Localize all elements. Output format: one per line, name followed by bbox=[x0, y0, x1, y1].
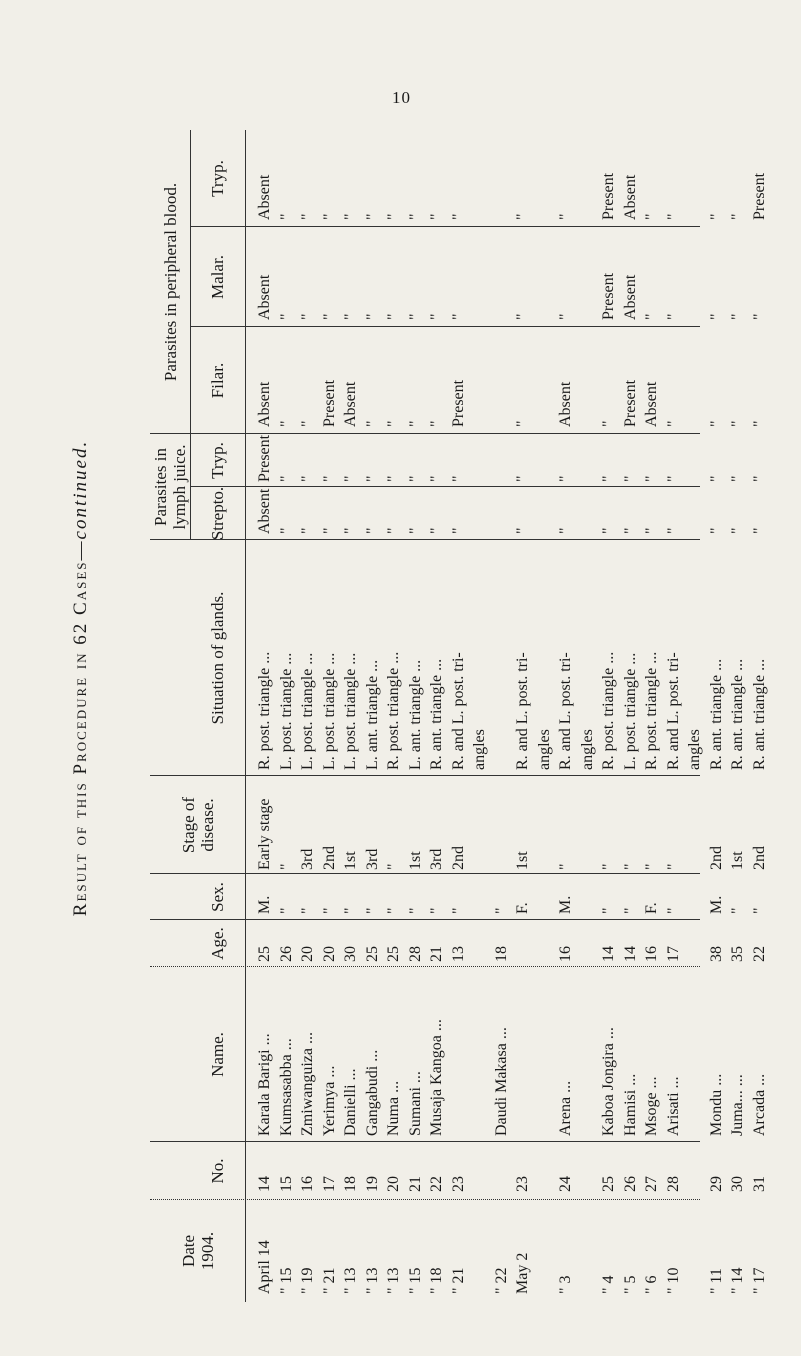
header-blood-tryp: Tryp. bbox=[207, 160, 227, 197]
cell-tryp-blood: " bbox=[557, 213, 574, 220]
cell-strepto: " bbox=[299, 527, 316, 534]
cell-filar: Absent bbox=[557, 381, 574, 427]
cell-sex: M. bbox=[256, 895, 273, 914]
cell-tryp-blood: " bbox=[729, 213, 746, 220]
cell-filar: " bbox=[363, 420, 381, 427]
cell-sex: " bbox=[406, 907, 424, 914]
cell-strepto: " bbox=[406, 527, 424, 534]
cell-filar: " bbox=[299, 420, 316, 427]
cell-date: " 22 bbox=[492, 1267, 510, 1294]
cell-date: " 10 bbox=[664, 1267, 682, 1294]
cell-name bbox=[448, 971, 470, 1136]
cell-tryp-blood: " bbox=[385, 213, 402, 220]
cell-age: 38 bbox=[707, 946, 725, 962]
cell-stage: 2nd bbox=[320, 846, 338, 870]
cell-stage: 1st bbox=[514, 851, 531, 870]
cell-situation: R. ant. triangle ... bbox=[428, 658, 445, 770]
cell-filar: " bbox=[664, 420, 682, 427]
cell-stage: Early stage bbox=[256, 798, 273, 870]
cell-tryp-lymph: " bbox=[406, 475, 424, 482]
cell-situation bbox=[491, 542, 513, 770]
header-lymph-group-label: Parasites in lymph juice. bbox=[151, 444, 189, 530]
cell-date: " 13 bbox=[342, 1267, 359, 1294]
cell-stage: " bbox=[643, 863, 660, 870]
page-number: 10 bbox=[392, 88, 411, 107]
header-lymph-tryp: Tryp. bbox=[207, 442, 227, 479]
cell-sex: " bbox=[363, 907, 381, 914]
header-blood-filar: Filar. bbox=[207, 362, 227, 399]
cell-name: Numa ... bbox=[385, 1080, 402, 1136]
cell-strepto: " bbox=[385, 527, 402, 534]
cell-sex: " bbox=[299, 907, 316, 914]
cell-malar: Absent bbox=[256, 274, 273, 320]
cell-age: 30 bbox=[342, 946, 359, 962]
cell-stage: " bbox=[621, 863, 639, 870]
cell-age: 18 bbox=[492, 946, 510, 962]
cell-filar: " bbox=[707, 420, 725, 427]
cell-stage: 2nd bbox=[449, 846, 467, 870]
cell-tryp-lymph: " bbox=[449, 475, 467, 482]
cell-name: Zmiwanguiza ... bbox=[299, 1032, 316, 1136]
cell-strepto: " bbox=[277, 527, 295, 534]
cell-stage: " bbox=[664, 863, 682, 870]
cell-name bbox=[512, 971, 534, 1136]
cell-name: Karala Barigi ... bbox=[256, 1033, 273, 1136]
cell-situation: R. post. triangle ... bbox=[600, 651, 617, 770]
cell-sex: " bbox=[600, 907, 617, 914]
cell-date: " 18 bbox=[428, 1267, 445, 1294]
cell-filar: " bbox=[277, 420, 295, 427]
cell-age: 14 bbox=[621, 946, 639, 962]
cell-strepto: Absent bbox=[256, 488, 273, 534]
sep-strepto bbox=[190, 486, 700, 487]
cell-date: " 13 bbox=[385, 1267, 402, 1294]
cell-stage: 1st bbox=[342, 851, 359, 870]
cell-tryp-lymph: " bbox=[363, 475, 381, 482]
cell-date: " 15 bbox=[277, 1267, 295, 1294]
cell-no: 30 bbox=[729, 1176, 746, 1192]
cell-sex: " bbox=[385, 907, 402, 914]
cell-date: " 21 bbox=[320, 1267, 338, 1294]
cell-no: 29 bbox=[707, 1176, 725, 1192]
cell-age: 21 bbox=[428, 946, 445, 962]
cell-malar: " bbox=[406, 313, 424, 320]
header-stage-label: Stage of disease. bbox=[178, 796, 217, 854]
cell-tryp-blood: Absent bbox=[621, 174, 639, 220]
cell-no: 23 bbox=[514, 1176, 531, 1192]
cell-no: 14 bbox=[256, 1176, 273, 1192]
cell-tryp-lymph: " bbox=[514, 475, 531, 482]
cell-tryp-blood: " bbox=[406, 213, 424, 220]
cell-stage: 2nd bbox=[750, 846, 768, 870]
cell-tryp-blood: " bbox=[342, 213, 359, 220]
cell-situation: R. and L. post. tri- bbox=[557, 652, 574, 770]
cell-filar: " bbox=[428, 420, 445, 427]
cell-no: 22 bbox=[428, 1176, 445, 1192]
cell-malar: " bbox=[363, 313, 381, 320]
cell-sex: " bbox=[750, 907, 768, 914]
cell-filar: Absent bbox=[256, 381, 273, 427]
cell-strepto: " bbox=[621, 527, 639, 534]
cell-tryp-lymph: " bbox=[643, 475, 660, 482]
cell-name: Arisati ... bbox=[664, 1076, 682, 1136]
cell-age: 16 bbox=[557, 946, 574, 962]
cell-tryp-blood: " bbox=[514, 213, 531, 220]
cell-name: Mondu ... bbox=[707, 1073, 725, 1136]
cell-stage: 2nd bbox=[707, 846, 725, 870]
cell-tryp-lymph bbox=[491, 436, 513, 482]
cell-malar: " bbox=[320, 313, 338, 320]
cell-filar: " bbox=[385, 420, 402, 427]
cell-stage: " bbox=[385, 863, 402, 870]
cell-no: 19 bbox=[363, 1176, 381, 1192]
cell-tryp-blood: " bbox=[707, 213, 725, 220]
header-date bbox=[150, 1200, 245, 1302]
header-situation: Situation of glands. bbox=[208, 591, 227, 725]
cell-situation: R. post. triangle ... bbox=[385, 651, 402, 770]
header-lymph-strepto: Strepto. bbox=[207, 486, 227, 541]
cell-malar: " bbox=[707, 313, 725, 320]
cell-tryp-blood: Absent bbox=[256, 174, 273, 220]
cell-situation: L. ant. triangle ... bbox=[363, 659, 381, 770]
cell-strepto: " bbox=[707, 527, 725, 534]
cell-malar: " bbox=[299, 313, 316, 320]
cell-stage: 3rd bbox=[299, 848, 316, 870]
cell-no: 27 bbox=[643, 1176, 660, 1192]
cell-age: 25 bbox=[385, 946, 402, 962]
cell-name: Msoge ... bbox=[643, 1076, 660, 1136]
cell-malar: " bbox=[514, 313, 531, 320]
header-rule bbox=[245, 130, 246, 1302]
cell-tryp-blood: " bbox=[664, 213, 682, 220]
cell-age: 25 bbox=[256, 946, 273, 962]
cell-name: Gangabudi ... bbox=[363, 1049, 381, 1136]
cell-strepto: " bbox=[363, 527, 381, 534]
cell-situation: R. ant. triangle ... bbox=[729, 658, 746, 770]
cell-tryp-lymph: " bbox=[621, 475, 639, 482]
cell-no: 21 bbox=[406, 1176, 424, 1192]
cell-sex: " bbox=[428, 907, 445, 914]
cell-name: Musaja Kangoa ... bbox=[428, 1019, 445, 1136]
cell-strepto: " bbox=[750, 527, 768, 534]
cell-no bbox=[491, 1147, 513, 1192]
cell-stage: 3rd bbox=[363, 848, 381, 870]
cell-name: Kaboa Jongira ... bbox=[600, 1027, 617, 1136]
cell-age: 20 bbox=[320, 946, 338, 962]
cell-name: Daudi Makasa ... bbox=[492, 1027, 510, 1136]
cell-no: 24 bbox=[557, 1176, 574, 1192]
cell-sex: " bbox=[449, 907, 467, 914]
cell-strepto: " bbox=[664, 527, 682, 534]
cell-sex: M. bbox=[707, 895, 725, 914]
cell-no: 25 bbox=[600, 1176, 617, 1192]
cell-malar: " bbox=[557, 313, 574, 320]
cell-no: 26 bbox=[621, 1176, 639, 1192]
cell-age: 14 bbox=[600, 946, 617, 962]
cell-sex: " bbox=[729, 907, 746, 914]
cell-sex: F. bbox=[514, 902, 531, 914]
cell-filar: Absent bbox=[643, 381, 660, 427]
cell-malar: " bbox=[729, 313, 746, 320]
cell-situation: L. post. triangle ... bbox=[320, 652, 338, 770]
cell-date: April 14 bbox=[256, 1240, 273, 1294]
cell-tryp-lymph: " bbox=[428, 475, 445, 482]
header-blood-group: Parasites in peripheral blood. bbox=[160, 182, 180, 382]
cell-no: 16 bbox=[299, 1176, 316, 1192]
running-head-continued: continued. bbox=[70, 439, 91, 540]
cell-name: Hamisi ... bbox=[621, 1073, 639, 1136]
cell-age: 17 bbox=[664, 946, 682, 962]
cell-stage: 1st bbox=[406, 851, 424, 870]
cell-tryp-lymph: " bbox=[299, 475, 316, 482]
running-head-title: Result of this Procedure in 62 Cases bbox=[70, 560, 91, 917]
cell-strepto bbox=[491, 488, 513, 534]
running-head bbox=[70, 378, 94, 978]
cell-date: " 21 bbox=[449, 1267, 467, 1294]
cell-sex: " bbox=[320, 907, 338, 914]
cell-situation: R. and L. post. tri- bbox=[664, 652, 682, 770]
cell-name: Danielli ... bbox=[342, 1068, 359, 1136]
cell-date: " 4 bbox=[600, 1275, 617, 1294]
header-date-label: Date 1904. bbox=[178, 1231, 217, 1271]
cell-filar bbox=[491, 329, 513, 427]
cell-no: 23 bbox=[449, 1176, 467, 1192]
cell-age: 28 bbox=[406, 946, 424, 962]
cell-tryp-lymph: " bbox=[277, 475, 295, 482]
cell-filar: Present bbox=[320, 379, 338, 427]
running-head-sep: — bbox=[70, 539, 91, 561]
cell-no: 28 bbox=[664, 1176, 682, 1192]
cell-stage: " bbox=[277, 863, 295, 870]
cell-malar: " bbox=[342, 313, 359, 320]
cell-sex: " bbox=[621, 907, 639, 914]
cell-tryp-blood: " bbox=[277, 213, 295, 220]
cell-malar: " bbox=[385, 313, 402, 320]
cell-sex: " bbox=[342, 907, 359, 914]
cell-strepto: " bbox=[729, 527, 746, 534]
cell-no: 17 bbox=[320, 1176, 338, 1192]
cell-tryp-lymph: " bbox=[342, 475, 359, 482]
cell-malar: " bbox=[643, 313, 660, 320]
cell-strepto: " bbox=[320, 527, 338, 534]
cell-date: " 13 bbox=[363, 1267, 381, 1294]
cell-strepto: " bbox=[449, 527, 467, 534]
cell-name: Juma... ... bbox=[729, 1074, 746, 1136]
cell-date: " 15 bbox=[406, 1267, 424, 1294]
header-name: Name. bbox=[208, 1032, 227, 1077]
cell-tryp-blood: " bbox=[299, 213, 316, 220]
header-lymph-group bbox=[150, 434, 190, 540]
cell-stage: " bbox=[600, 863, 617, 870]
cell-sex: " bbox=[277, 907, 295, 914]
cell-sex: " bbox=[664, 907, 682, 914]
cell-tryp-lymph: Present bbox=[256, 434, 273, 482]
header-blood-malar: Malar. bbox=[207, 255, 227, 299]
cell-stage: 3rd bbox=[428, 848, 445, 870]
cell-filar: " bbox=[600, 420, 617, 427]
cell-date: " 5 bbox=[621, 1275, 639, 1294]
cell-date: " 14 bbox=[729, 1267, 746, 1294]
cell-tryp-blood: " bbox=[449, 213, 467, 220]
cell-situation-cont: angles bbox=[471, 729, 488, 770]
cell-situation-cont: angles bbox=[686, 729, 703, 770]
cell-situation: R. and L. post. tri- bbox=[449, 652, 467, 770]
cell-date: " 19 bbox=[299, 1267, 316, 1294]
header-stage bbox=[150, 776, 245, 874]
cell-malar: " bbox=[428, 313, 445, 320]
cell-tryp-lymph: " bbox=[707, 475, 725, 482]
cell-tryp-blood bbox=[491, 132, 513, 220]
cell-situation: R. ant. triangle ... bbox=[707, 658, 725, 770]
cell-tryp-blood: " bbox=[428, 213, 445, 220]
cell-sex: " bbox=[492, 907, 510, 914]
cell-no: 20 bbox=[385, 1176, 402, 1192]
cell-date: " 11 bbox=[707, 1268, 725, 1294]
sep-malar bbox=[190, 226, 700, 227]
cell-strepto: " bbox=[643, 527, 660, 534]
cell-tryp-lymph: " bbox=[557, 475, 574, 482]
cell-situation: L. ant. triangle ... bbox=[406, 659, 424, 770]
cell-date: " 3 bbox=[557, 1275, 574, 1294]
cell-situation: R. post. triangle ... bbox=[256, 651, 273, 770]
cell-situation: L. post. triangle ... bbox=[342, 652, 359, 770]
cell-stage: 1st bbox=[729, 851, 746, 870]
cell-tryp-lymph: " bbox=[750, 475, 768, 482]
cell-sex: M. bbox=[557, 895, 574, 914]
cell-strepto: " bbox=[342, 527, 359, 534]
cell-tryp-blood: Present bbox=[600, 172, 617, 220]
cell-malar bbox=[491, 228, 513, 320]
cell-situation: L. post. triangle ... bbox=[299, 652, 316, 770]
cell-filar: " bbox=[729, 420, 746, 427]
cell-date: " 6 bbox=[643, 1275, 660, 1294]
cell-situation: L. post. triangle ... bbox=[621, 652, 639, 770]
cell-tryp-lymph: " bbox=[729, 475, 746, 482]
cell-name: Kumsasabba ... bbox=[277, 1038, 295, 1136]
cell-malar: Present bbox=[600, 272, 617, 320]
cell-strepto: " bbox=[428, 527, 445, 534]
cell-no: 15 bbox=[277, 1176, 295, 1192]
header-age: Age. bbox=[208, 927, 227, 960]
cell-age: 20 bbox=[299, 946, 316, 962]
cell-date: " 17 bbox=[750, 1267, 768, 1294]
cell-age: 26 bbox=[277, 946, 295, 962]
cell-stage bbox=[491, 778, 513, 870]
cell-filar: " bbox=[406, 420, 424, 427]
cell-name: Arena ... bbox=[557, 1080, 574, 1136]
sep-filar bbox=[190, 326, 700, 327]
cell-malar: Absent bbox=[621, 274, 639, 320]
cell-no: 18 bbox=[342, 1176, 359, 1192]
cell-name: Arcada ... bbox=[750, 1073, 768, 1136]
cell-age: 35 bbox=[729, 946, 746, 962]
cell-strepto: " bbox=[557, 527, 574, 534]
cell-tryp-blood: " bbox=[320, 213, 338, 220]
cell-strepto: " bbox=[600, 527, 617, 534]
cell-situation: R. and L. post. tri- bbox=[514, 652, 531, 770]
cell-filar: " bbox=[750, 420, 768, 427]
cell-age: 22 bbox=[750, 946, 768, 962]
results-table bbox=[150, 130, 768, 1302]
cell-situation: L. post. triangle ... bbox=[277, 652, 295, 770]
cell-date: May 2 bbox=[514, 1252, 531, 1294]
cell-age: 13 bbox=[449, 946, 467, 962]
cell-name: Sumani ... bbox=[406, 1071, 424, 1136]
cell-filar: " bbox=[514, 420, 531, 427]
cell-malar: " bbox=[277, 313, 295, 320]
cell-tryp-blood: " bbox=[363, 213, 381, 220]
cell-filar: Absent bbox=[342, 381, 359, 427]
cell-filar: Present bbox=[621, 379, 639, 427]
cell-malar: " bbox=[750, 313, 768, 320]
cell-name: Yerimya ... bbox=[320, 1065, 338, 1136]
cell-situation-cont: angles bbox=[578, 729, 596, 770]
cell-tryp-lymph: " bbox=[664, 475, 682, 482]
cell-tryp-lymph: " bbox=[320, 475, 338, 482]
cell-filar: Present bbox=[449, 379, 467, 427]
cell-situation: R. ant. triangle ... bbox=[750, 658, 768, 770]
header-no: No. bbox=[208, 1158, 227, 1184]
cell-tryp-blood: Present bbox=[750, 172, 768, 220]
cell-situation: R. post. triangle ... bbox=[643, 651, 660, 770]
cell-age: 16 bbox=[643, 946, 660, 962]
cell-strepto: " bbox=[514, 527, 531, 534]
cell-malar: " bbox=[449, 313, 467, 320]
cell-sex: F. bbox=[643, 902, 660, 914]
cell-malar: " bbox=[664, 313, 682, 320]
cell-stage: " bbox=[557, 863, 574, 870]
header-sex: Sex. bbox=[208, 882, 227, 912]
cell-tryp-lymph: " bbox=[600, 475, 617, 482]
cell-tryp-blood: " bbox=[643, 213, 660, 220]
cell-age: 25 bbox=[363, 946, 381, 962]
cell-age bbox=[512, 922, 534, 962]
cell-tryp-lymph: " bbox=[385, 475, 402, 482]
cell-no: 31 bbox=[750, 1176, 768, 1192]
cell-situation-cont: angles bbox=[535, 729, 553, 770]
